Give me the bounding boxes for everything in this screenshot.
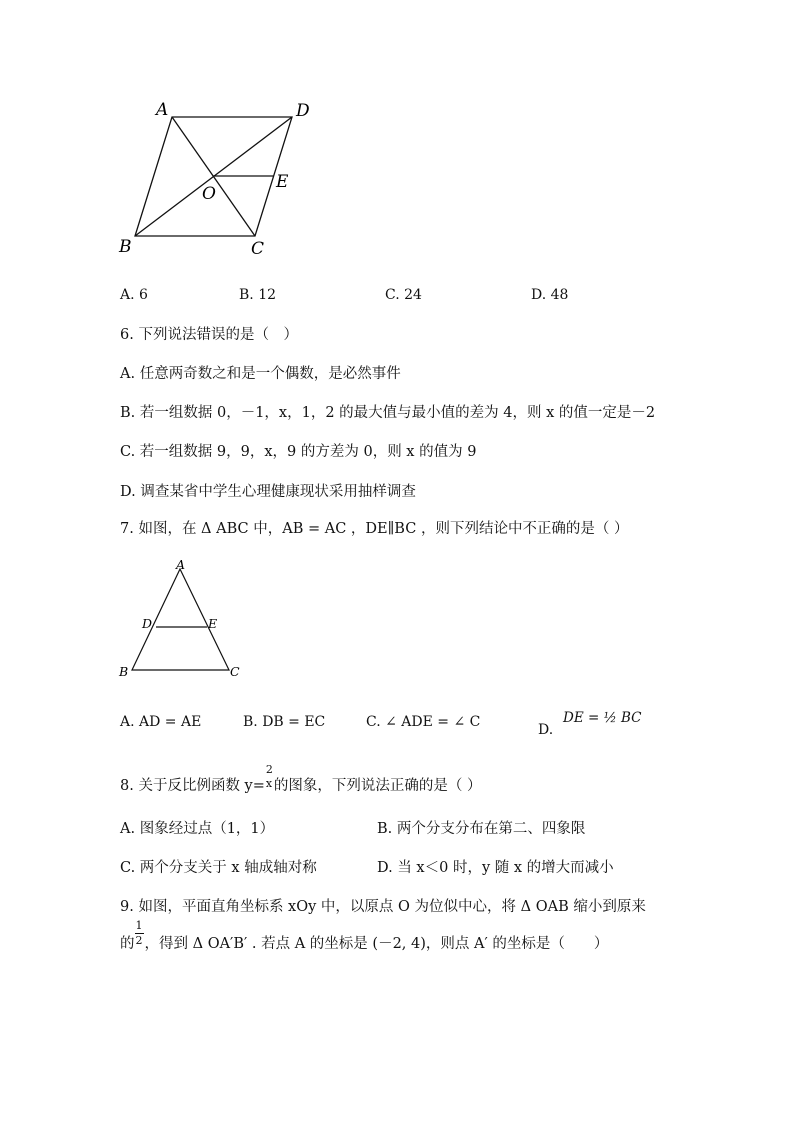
q5-option-a: A. 6 xyxy=(120,287,148,303)
label-a: A xyxy=(176,558,186,572)
q8-stem xyxy=(120,763,482,795)
triangle-figure xyxy=(115,558,250,683)
label-o: O xyxy=(202,184,216,204)
label-e: E xyxy=(276,172,289,192)
q5-option-d: D. 48 xyxy=(531,287,569,303)
q7-option-d-formula: DE = ½ BC xyxy=(563,710,642,726)
q9-line2 xyxy=(120,919,609,953)
label-b: B xyxy=(119,664,129,679)
q7-option-a: A. AD = AE xyxy=(120,714,202,730)
label-b: B xyxy=(119,237,132,257)
q8-option-c: C. 两个分支关于 x 轴成轴对称 xyxy=(120,860,317,876)
q5-option-c: C. 24 xyxy=(385,287,422,303)
q9-frac-denominator: 2 xyxy=(135,934,143,947)
q6-option-b: B. 若一组数据 0，－1，x，1，2 的最大值与最小值的差为 4，则 x 的值一定是－2 xyxy=(120,405,656,421)
q8-option-a: A. 图象经过点（1，1） xyxy=(120,821,275,837)
q9-frac-numerator: 1 xyxy=(135,919,143,932)
q8-fraction xyxy=(265,763,274,790)
label-e: E xyxy=(208,616,218,631)
q7-option-b: B. DB = EC xyxy=(243,714,326,730)
q9-fraction xyxy=(135,919,145,948)
q6-option-a: A. 任意两奇数之和是一个偶数，是必然事件 xyxy=(120,366,401,382)
q7-stem: 7. 如图，在 Δ ABC 中，AB = AC ，DE∥BC ，则下列结论中不正确的是（ ） xyxy=(120,521,629,537)
q8-stem-suffix: 的图象，下列说法正确的是（ ） xyxy=(273,778,482,794)
q6-option-c: C. 若一组数据 9，9，x，9 的方差为 0，则 x 的值为 9 xyxy=(120,444,477,460)
q8-option-d: D. 当 x＜0 时，y 随 x 的增大而减小 xyxy=(377,860,614,876)
q6-stem: 6. 下列说法错误的是（ ） xyxy=(120,327,298,343)
q5-option-b: B. 12 xyxy=(239,287,277,303)
q9-line2-suffix: ，得到 Δ OA′B′ . 若点 A 的坐标是 (－2, 4)，则点 A′ 的坐标是（ ） xyxy=(144,936,609,952)
q6-option-d: D. 调查某省中学生心理健康现状采用抽样调查 xyxy=(120,484,416,500)
q7-option-d: D. xyxy=(538,722,554,738)
label-d: D xyxy=(296,101,310,121)
q7-option-c: C. ∠ ADE = ∠ C xyxy=(366,714,481,730)
q8-option-b: B. 两个分支分布在第二、四象限 xyxy=(377,821,586,837)
label-d: D xyxy=(142,616,153,631)
label-c: C xyxy=(230,664,240,679)
parallelogram-figure xyxy=(110,95,330,265)
label-a: A xyxy=(156,100,169,120)
q9-line1: 9. 如图，平面直角坐标系 xOy 中，以原点 O 为位似中心，将 Δ OAB 缩小到原来 xyxy=(120,899,646,915)
label-c: C xyxy=(251,239,265,259)
q8-frac-numerator: 2 xyxy=(265,763,273,776)
q9-line2-prefix: 的 xyxy=(120,936,135,952)
q8-frac-denominator: x xyxy=(265,777,273,790)
q8-stem-prefix: 8. 关于反比例函数 y= xyxy=(120,778,265,794)
